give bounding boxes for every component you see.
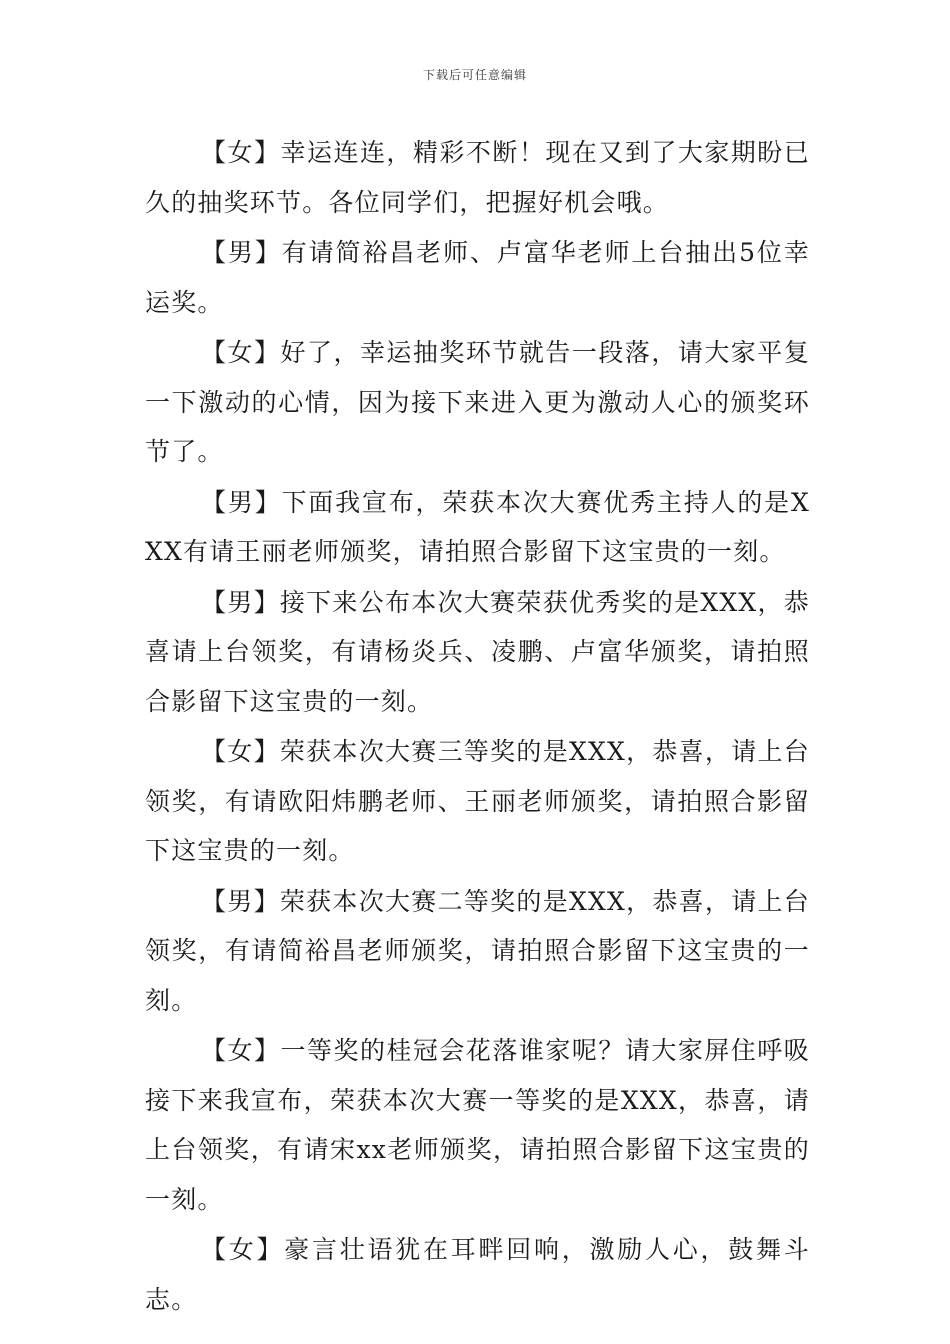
paragraph-lottery-draw: 【男】有请简裕昌老师、卢富华老师上台抽出5位幸运奖。 [145, 238, 810, 317]
paragraph-lottery-intro: 【女】幸运连连，精彩不断！现在又到了大家期盼已久的抽奖环节。各位同学们，把握好机会哦。 [145, 138, 810, 217]
paragraph-first-prize: 【女】一等奖的桂冠会花落谁家呢？请大家屏住呼吸接下来我宣布，荣获本次大赛一等奖的是XXX，恭喜，请上台领奖，有请宋xx老师颁奖，请拍照合影留下这宝贵的一刻。 [145, 1036, 810, 1214]
paragraph-third-prize: 【女】荣获本次大赛三等奖的是XXX，恭喜，请上台领奖，有请欧阳炜鹏老师、王丽老师颁奖，请拍照合影留下这宝贵的一刻。 [145, 737, 810, 865]
document-body [145, 128, 810, 1325]
paragraph-excellence-award: 【男】接下来公布本次大赛荣获优秀奖的是XXX，恭喜请上台领奖，有请杨炎兵、凌鹏、卢富华颁奖，请拍照合影留下这宝贵的一刻。 [145, 587, 810, 716]
paragraph-lottery-end: 【女】好了，幸运抽奖环节就告一段落，请大家平复一下激动的心情，因为接下来进入更为激动人心的颁奖环节了。 [145, 338, 810, 466]
paragraph-closing: 【女】豪言壮语犹在耳畔回响，激励人心，鼓舞斗志。 [145, 1235, 810, 1314]
paragraph-best-host: 【男】下面我宣布，荣获本次大赛优秀主持人的是XXX有请王丽老师颁奖，请拍照合影留下这宝贵的一刻。 [145, 487, 810, 566]
paragraph-second-prize: 【男】荣获本次大赛二等奖的是XXX，恭喜，请上台领奖，有请简裕昌老师颁奖，请拍照合影留下这宝贵的一刻。 [145, 886, 810, 1015]
page-header-note: 下载后可任意编辑 [422, 68, 527, 82]
